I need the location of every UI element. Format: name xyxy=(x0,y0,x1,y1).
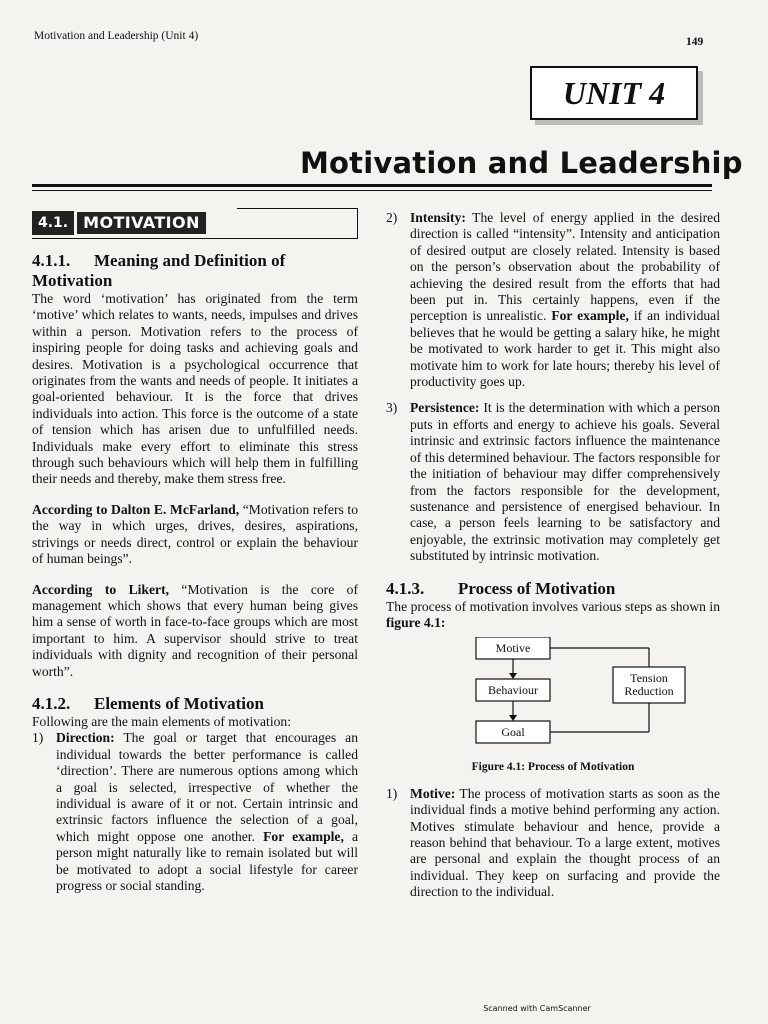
figure-caption: Figure 4.1: Process of Motivation xyxy=(471,761,635,774)
list-item xyxy=(32,730,358,894)
list-item-body xyxy=(56,730,358,894)
list-item xyxy=(386,210,720,390)
unit-label: UNIT 4 xyxy=(562,74,666,111)
subsection-heading-meaning xyxy=(32,251,358,291)
subsection-number: 4.1.2. xyxy=(32,693,71,713)
subsection-number: 4.1.3. xyxy=(386,578,425,598)
list-item-text: It is the determination with which a person puts in efforts and energy to achieve his goals. Several intrinsic and extrinsic factors influence the maintenance of this determined behaviour. The factors responsible for the initiation of behaviour may differ comprehensively from the factors responsible for the development, sustenance and persistence of energised behaviour. In case, a person feels learning to be satisfactory and enjoyable, the extrinsic motivation may completely get substituted by intrinsic motivation. xyxy=(410,400,720,564)
process-intro xyxy=(386,599,720,632)
figure-reference: figure 4.1: xyxy=(386,614,446,630)
right-column xyxy=(386,210,720,901)
diagram-node-behaviour: Behaviour xyxy=(488,682,538,697)
page-number: 149 xyxy=(686,36,704,48)
quote-text: “Motivation is the core of management which shows that every human being gives him a sense of worth in face-to-face groups which are most important to him. A supervisor should strive to treat individuals with dignity and recognition of their personal worth”. xyxy=(32,581,358,679)
left-column xyxy=(32,208,358,894)
diagram-node-goal: Goal xyxy=(501,724,525,739)
list-item-number: 2) xyxy=(386,210,398,225)
scanner-footer: Scanned with CamScanner xyxy=(483,1004,591,1013)
list-item-term: Persistence: xyxy=(410,400,480,416)
list-item-term: Motive: xyxy=(410,785,456,801)
chapter-title: Motivation and Leadership xyxy=(300,146,743,180)
paragraph-likert xyxy=(32,582,358,680)
quote-lead: According to Dalton E. McFarland, xyxy=(32,501,240,517)
quote-text: “Motivation refers to the way in which urges, drives, desires, aspirations, strivings or needs direct, control or explain the behaviour of human beings”. xyxy=(32,501,358,567)
section-title: MOTIVATION xyxy=(77,212,206,234)
list-item xyxy=(386,400,720,564)
unit-label-box xyxy=(530,66,698,120)
section-number: 4.1. xyxy=(32,211,74,235)
quote-lead: According to Likert, xyxy=(32,581,169,597)
process-list xyxy=(386,786,720,901)
subsection-title: Process of Motivation xyxy=(458,578,616,598)
title-rule-thin xyxy=(32,190,712,191)
elements-intro: Following are the main elements of motivation: xyxy=(32,713,291,729)
example-text: if an individual believes that he would be getting a salary hike, he might be motivated to work harder to get it. This might also motivate him to work for late hours; thereby his level of productivity goes up. xyxy=(410,308,720,390)
subsection-title: Elements of Motivation xyxy=(94,693,264,713)
list-item-body xyxy=(410,210,720,390)
list-item-number: 1) xyxy=(386,785,398,801)
list-item xyxy=(386,786,720,901)
paragraph-mcfarland xyxy=(32,502,358,568)
section-banner-frame xyxy=(237,208,358,239)
list-item-text: The process of motivation starts as soon as the individual finds a motive behind performing any action. Motives stimulate behaviour and hence, provide a reason behind that behaviour. To a large extent, motives are personal and explain the thought process of an individual. They keep on surfacing and provide the direction to the individual. xyxy=(410,785,720,900)
subsection-title: Meaning and Definition of Motivation xyxy=(32,251,286,290)
subsection-number: 4.1.1. xyxy=(32,251,71,270)
title-rule-thick xyxy=(32,184,712,187)
subsection-heading-process xyxy=(386,579,720,599)
diagram-node-motive: Motive xyxy=(495,640,531,655)
process-intro-text: The process of motivation involves various steps as shown in xyxy=(386,598,720,614)
example-text: a person might naturally like to remain isolated but will be motivated to adopt a social lifestyle for career progress or social standing. xyxy=(56,828,358,893)
list-item-body xyxy=(410,400,720,564)
running-head: Motivation and Leadership (Unit 4) xyxy=(34,30,199,42)
section-banner xyxy=(32,208,358,239)
paragraph-meaning: The word ‘motivation’ has originated from the term ‘motive’ which relates to wants, needs, impulses and drives within a person. Motivation refers to the process of inspiring people for doing tasks and achieving goals and desires. Motivation is a psychological occurrence that originates from the wants and needs of people. It initiates a goal-oriented behaviour. It is the force that drives individuals into action. This force is the outcome of a state of tension which has arisen due to unfulfilled needs. Individuals make every effort to eliminate this stress through such behaviours which will help them in fulfilling their needs and thereby, make them stress free. xyxy=(32,291,358,487)
list-item-text: The goal or target that encourages an individual towards the better performance is called ‘direction’. There are numerous options among which a goal is selected, irrespective of whether the individual is aware of it or not. Certain intrinsic and extrinsic factors influence the selection of a goal, which might oppose one another. xyxy=(56,730,358,844)
elements-list xyxy=(32,730,358,894)
list-item-term: Intensity: xyxy=(410,210,466,225)
process-diagram xyxy=(386,637,720,755)
diagram-node-tension-reduction: Tension Reduction xyxy=(624,671,674,699)
list-item-body xyxy=(410,786,720,901)
list-item-number: 3) xyxy=(386,400,398,416)
list-item-text: The level of energy applied in the desired direction is called “intensity”. Intensity and anticipation of desired output are closely related. Intensity is based on the person’s observation about the probability of achieving the desired result from the efforts that had been put in. This certainly happens, even if the perception is unrealistic. xyxy=(410,210,720,324)
example-lead: For example, xyxy=(263,828,344,844)
list-item-term: Direction: xyxy=(56,730,115,746)
example-lead: For example, xyxy=(551,308,629,324)
elements-list-continued xyxy=(386,210,720,565)
subsection-heading-elements xyxy=(32,694,358,714)
list-item-number: 1) xyxy=(32,730,44,746)
